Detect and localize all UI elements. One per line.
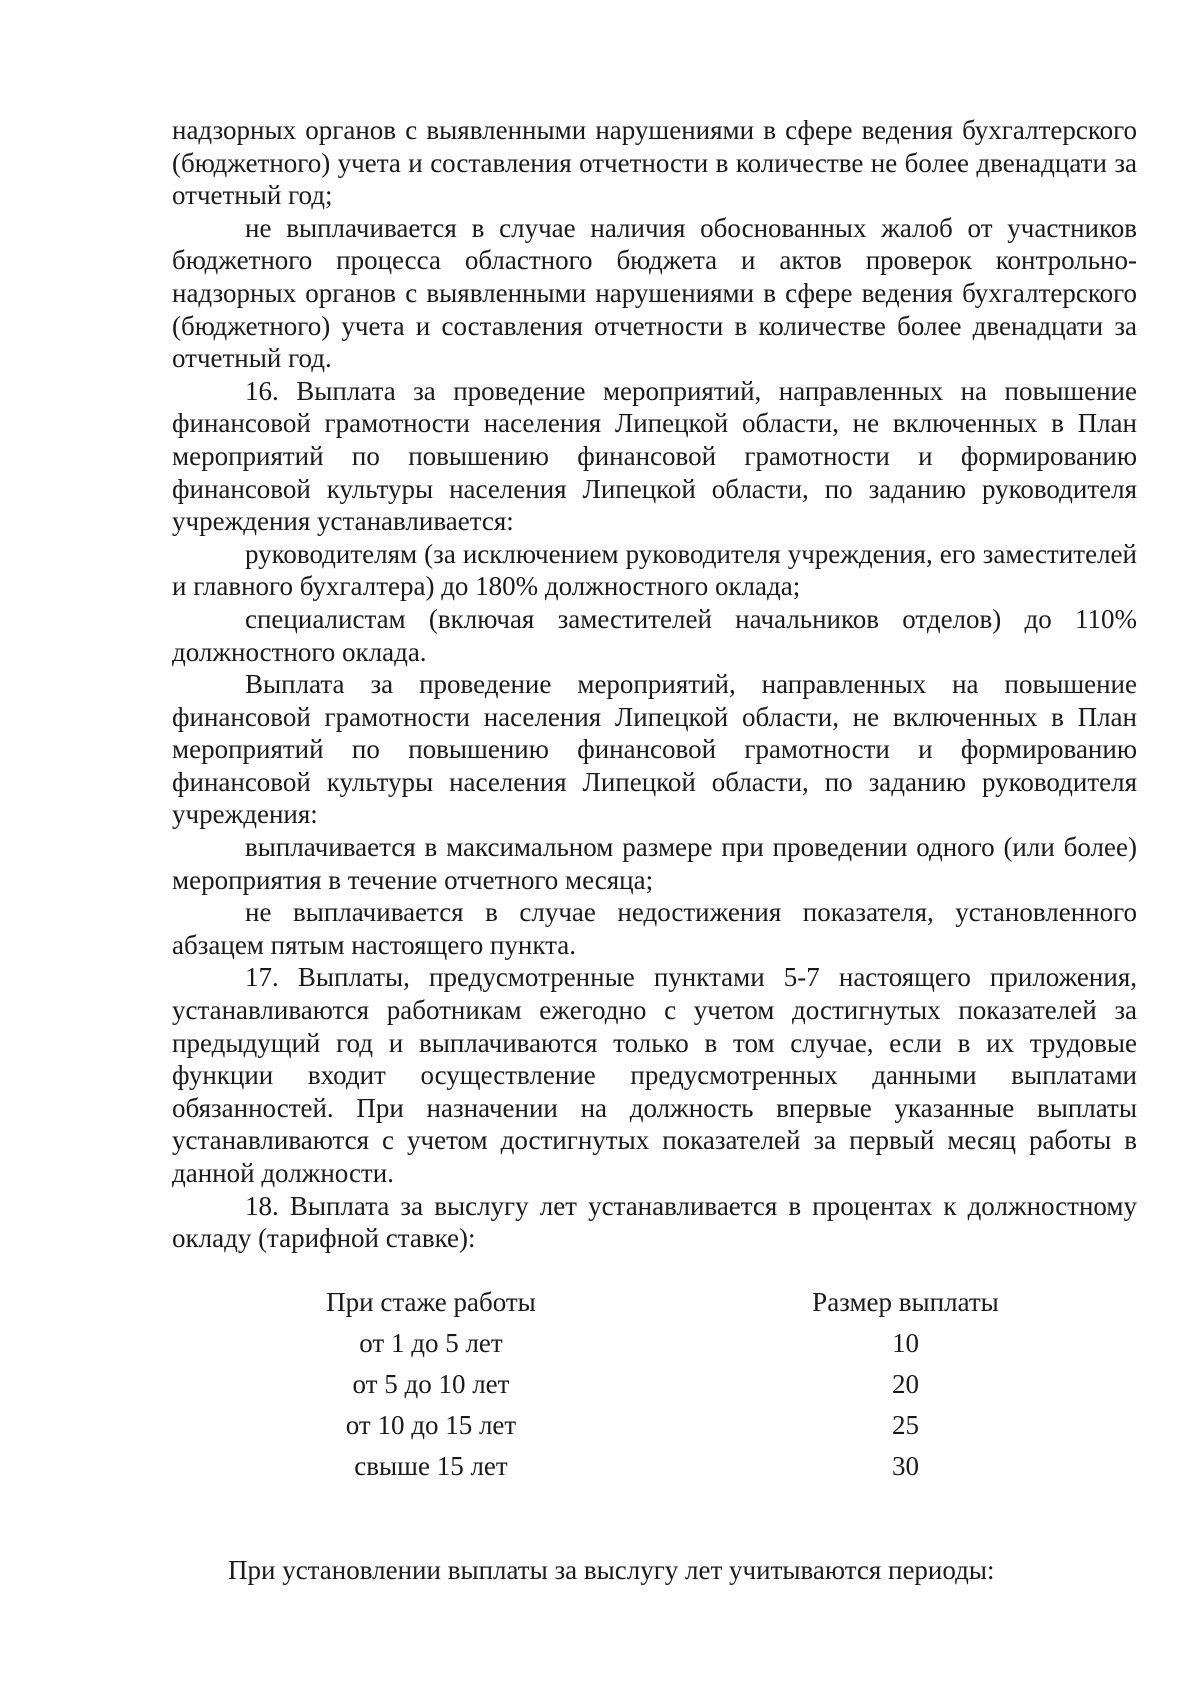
- paragraph: специалистам (включая заместителей начальников отделов) до 110% должностного оклада.: [172, 603, 1137, 667]
- table-cell-amount: 10: [892, 1328, 919, 1358]
- paragraph: надзорных органов с выявленными нарушениями в сфере ведения бухгалтерского (бюджетного) учета и составления отчетности в количестве не более двенадцати за отчетный год;: [172, 115, 1137, 211]
- table-cell-experience: от 5 до 10 лет: [352, 1369, 510, 1399]
- table-cell-experience: от 1 до 5 лет: [359, 1328, 503, 1358]
- paragraph: Выплата за проведение мероприятий, направленных на повышение финансовой грамотности населения Липецкой области, не включенных в План мероприятий по повышению финансовой грамотности и формированию финансовой культуры населения Липецкой области, по заданию руководителя учреждения:: [172, 669, 1137, 830]
- closing-line: При установлении выплаты за выслугу лет учитываются периоды:: [228, 1555, 995, 1585]
- document-body: [172, 114, 1137, 1255]
- table-cell-experience: от 10 до 15 лет: [345, 1410, 517, 1440]
- table-cell-amount: 25: [892, 1410, 919, 1440]
- table-header-amount: Размер выплаты: [812, 1287, 999, 1317]
- table-header-experience: При стаже работы: [326, 1287, 536, 1317]
- table-cell-amount: 20: [892, 1369, 919, 1399]
- paragraph: не выплачивается в случае недостижения показателя, установленного абзацем пятым настоящего пункта.: [172, 897, 1137, 960]
- table-header-row: [172, 1287, 1137, 1327]
- paragraph: 18. Выплата за выслугу лет устанавливается в процентах к должностному окладу (тарифной ставке):: [172, 1190, 1137, 1254]
- table-row: [172, 1410, 1137, 1450]
- paragraph: руководителям (за исключением руководителя учреждения, его заместителей и главного бухгалтера) до 180% должностного оклада;: [172, 538, 1137, 602]
- table-row: [172, 1369, 1137, 1409]
- paragraph: 17. Выплаты, предусмотренные пунктами 5-7 настоящего приложения, устанавливаются работникам ежегодно с учетом достигнутых показателей за предыдущий год и выплачиваются только в том случае, если в их трудовые функции входит осуществление предусмотренных данными выплатами обязанностей. При назначении на должность впервые указанные выплаты устанавливаются с учетом достигнутых показателей за первый месяц работы в данной должности.: [172, 962, 1137, 1188]
- paragraph: не выплачивается в случае наличия обоснованных жалоб от участников бюджетного процесса областного бюджета и актов проверок контрольно-надзорных органов с выявленными нарушениями в сфере ведения бухгалтерского (бюджетного) учета и составления отчетности в количестве более двенадцати за отчетный год.: [172, 212, 1137, 374]
- paragraph: 16. Выплата за проведение мероприятий, направленных на повышение финансовой грамотности населения Липецкой области, не включенных в План мероприятий по повышению финансовой грамотности и формированию финансовой культуры населения Липецкой области, по заданию руководителя учреждения устанавливается:: [172, 375, 1137, 537]
- paragraph: выплачивается в максимальном размере при проведении одного (или более) мероприятия в течение отчетного месяца;: [172, 832, 1137, 895]
- table-row: [172, 1328, 1137, 1368]
- table-cell-amount: 30: [892, 1451, 919, 1481]
- table-cell-experience: свыше 15 лет: [354, 1451, 508, 1481]
- table-row: [172, 1451, 1137, 1491]
